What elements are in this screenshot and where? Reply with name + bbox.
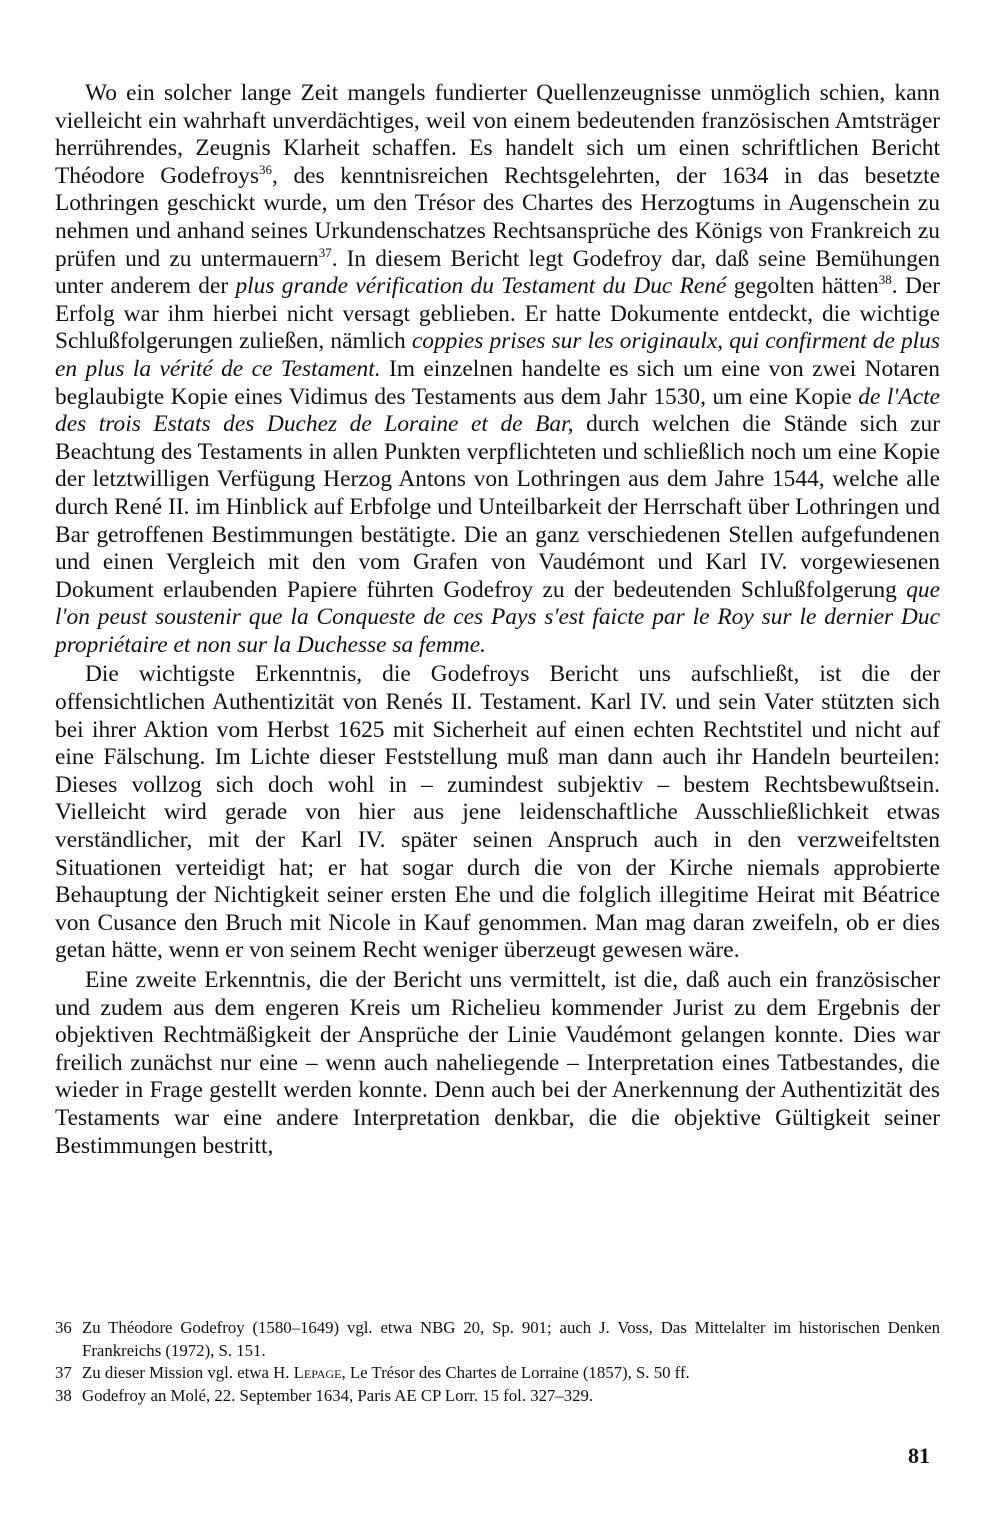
text-run: Wo ein solcher lange Zeit mangels fundierter Quellenzeugnisse unmöglich schien, kann vielleicht ein wahrhaft unverdächtiges, weil von einem bedeutenden französischen Amtsträger herrührendes, Zeugnis Klarheit schaffen. Es handelt sich um einen schriftlichen Bericht Théodore Godefroys: [55, 80, 940, 189]
paragraph-1: [55, 80, 940, 659]
text-run: . In diesem Bericht legt Godefroy dar, daß seine Bemühungen unter anderem der: [55, 245, 940, 300]
footnote-ref-36[interactable]: 36: [258, 161, 272, 177]
main-text: [55, 80, 940, 1160]
footnote-number: 37: [55, 1363, 72, 1383]
text-run: durch welchen die Stände sich zur Beachtung des Testaments in allen Punkten verpflichteten und schließlich noch um eine Kopie der letztwilligen Verfügung Herzog Antons von Lothringen aus dem Jahre 1544, welche alle durch René II. im Hinblick auf Erbfolge und Unteilbarkeit der Herrschaft über Lothringen und Bar getroffenen Bestimmungen bestätigte. Die an ganz verschiedenen Stellen aufgefundenen und einen Vergleich mit den vom Grafen von Vaudémont und Karl IV. vorgewiesenen Dokument erlaubenden Papiere führten Godefroy zu der bedeutenden Schlußfolgerung: [55, 411, 940, 603]
text-run: gegolten hätten: [726, 273, 879, 300]
text-run: Im einzelnen handelte es sich um eine von zwei Notaren beglaubigte Kopie eines Vidimus des Testaments aus dem Jahr 1530, um eine Kopie: [55, 355, 941, 410]
footnote-38: [55, 1385, 940, 1408]
italic-quote: que l'on peust soustenir que la Conqueste de ces Pays s'est faicte par le Roy sur le dernier Duc propriétaire et non sur la Duchesse sa femme.: [55, 576, 940, 658]
italic-quote: de l'Acte des trois Estats des Duchez de Loraine et de Bar,: [55, 383, 940, 438]
footnote-text: Zu dieser Mission vgl. etwa H.: [82, 1363, 294, 1383]
footnote-ref-37[interactable]: 37: [318, 244, 332, 260]
paragraph-3: Eine zweite Erkenntnis, die der Bericht uns vermittelt, ist die, daß auch ein französischer und zudem aus dem engeren Kreis um Richelieu kommender Jurist zu dem Ergebnis der objektiven Rechtmäßigkeit der Ansprüche der Linie Vaudémont gelangen konnte. Dies war freilich zunächst nur eine – wenn auch naheliegende – Interpretation eines Tatbestandes, die wieder in Frage gestellt werden konnte. Denn auch bei der Anerkennung der Authentizität des Testaments war eine andere Interpretation denkbar, die die objektive Gültigkeit seiner Bestimmungen bestritt,: [55, 967, 940, 1159]
footnote-text: Godefroy an Molé, 22. September 1634, Paris AE CP Lorr. 15 fol. 327–329.: [82, 1385, 594, 1405]
footnote-text: Zu Théodore Godefroy (1580–1649) vgl. etwa NBG 20, Sp. 901; auch J. Voss, Das Mittelalter im historischen Denken Frankreichs (1972), S. 151.: [82, 1318, 940, 1360]
paragraph-2: Die wichtigste Erkenntnis, die Godefroys Bericht uns aufschließt, ist die der offensichtlichen Authentizität von Renés II. Testament. Karl IV. und sein Vater stützten sich bei ihrer Aktion vom Herbst 1625 mit Sicherheit auf einen echten Rechtstitel und nicht auf eine Fälschung. Im Lichte dieser Feststellung muß man dann auch ihr Handeln beurteilen: Dieses vollzog sich doch wohl in – zumindest subjektiv – bestem Rechtsbewußtsein. Vielleicht wird gerade von hier aus jene leidenschaftliche Ausschließlichkeit etwas verständlicher, mit der Karl IV. später seinen Anspruch auch in den verzweifeltsten Situationen verteidigt hat; er hat sogar durch die von der Kirche niemals approbierte Behauptung der Nichtigkeit seiner ersten Ehe und die folglich illegitime Heirat mit Béatrice von Cusance den Bruch mit Nicole in Kauf genommen. Man mag daran zweifeln, ob er dies getan hätte, wenn er von seinem Recht weniger überzeugt gewesen wäre.: [55, 661, 940, 964]
footnote-text: , Le Trésor des Chartes de Lorraine (1857), S. 50 ff.: [341, 1363, 690, 1383]
footnote-36: [55, 1317, 940, 1362]
footnotes: [55, 1317, 940, 1407]
footnote-number: 36: [55, 1318, 72, 1337]
footnote-37: [55, 1362, 940, 1385]
italic-quote: plus grande vérification du Testament du Duc René: [235, 273, 727, 300]
text-run: . Der Erfolg war ihm hierbei nicht versagt geblieben. Er hatte Dokumente entdeckt, die wichtige Schlußfolgerungen zuließen, nämlich: [55, 273, 941, 355]
page-number: 81: [908, 1443, 930, 1468]
footnote-ref-38[interactable]: 38: [878, 272, 892, 288]
footnote-number: 38: [55, 1385, 72, 1405]
footnote-author: Lepage: [293, 1363, 342, 1383]
italic-quote: coppies prises sur les originaulx, qui confirment de plus en plus la vérité de ce Testament.: [55, 328, 940, 382]
text-run: , des kenntnisreichen Rechtsgelehrten, der 1634 in das besetzte Lothringen geschickt wurde, um den Trésor des Chartes des Herzogtums in Augenschein zu nehmen und anhand seines Urkundenschatzes Rechtsansprüche des Königs von Frankreich zu prüfen und zu untermauern: [55, 162, 940, 272]
